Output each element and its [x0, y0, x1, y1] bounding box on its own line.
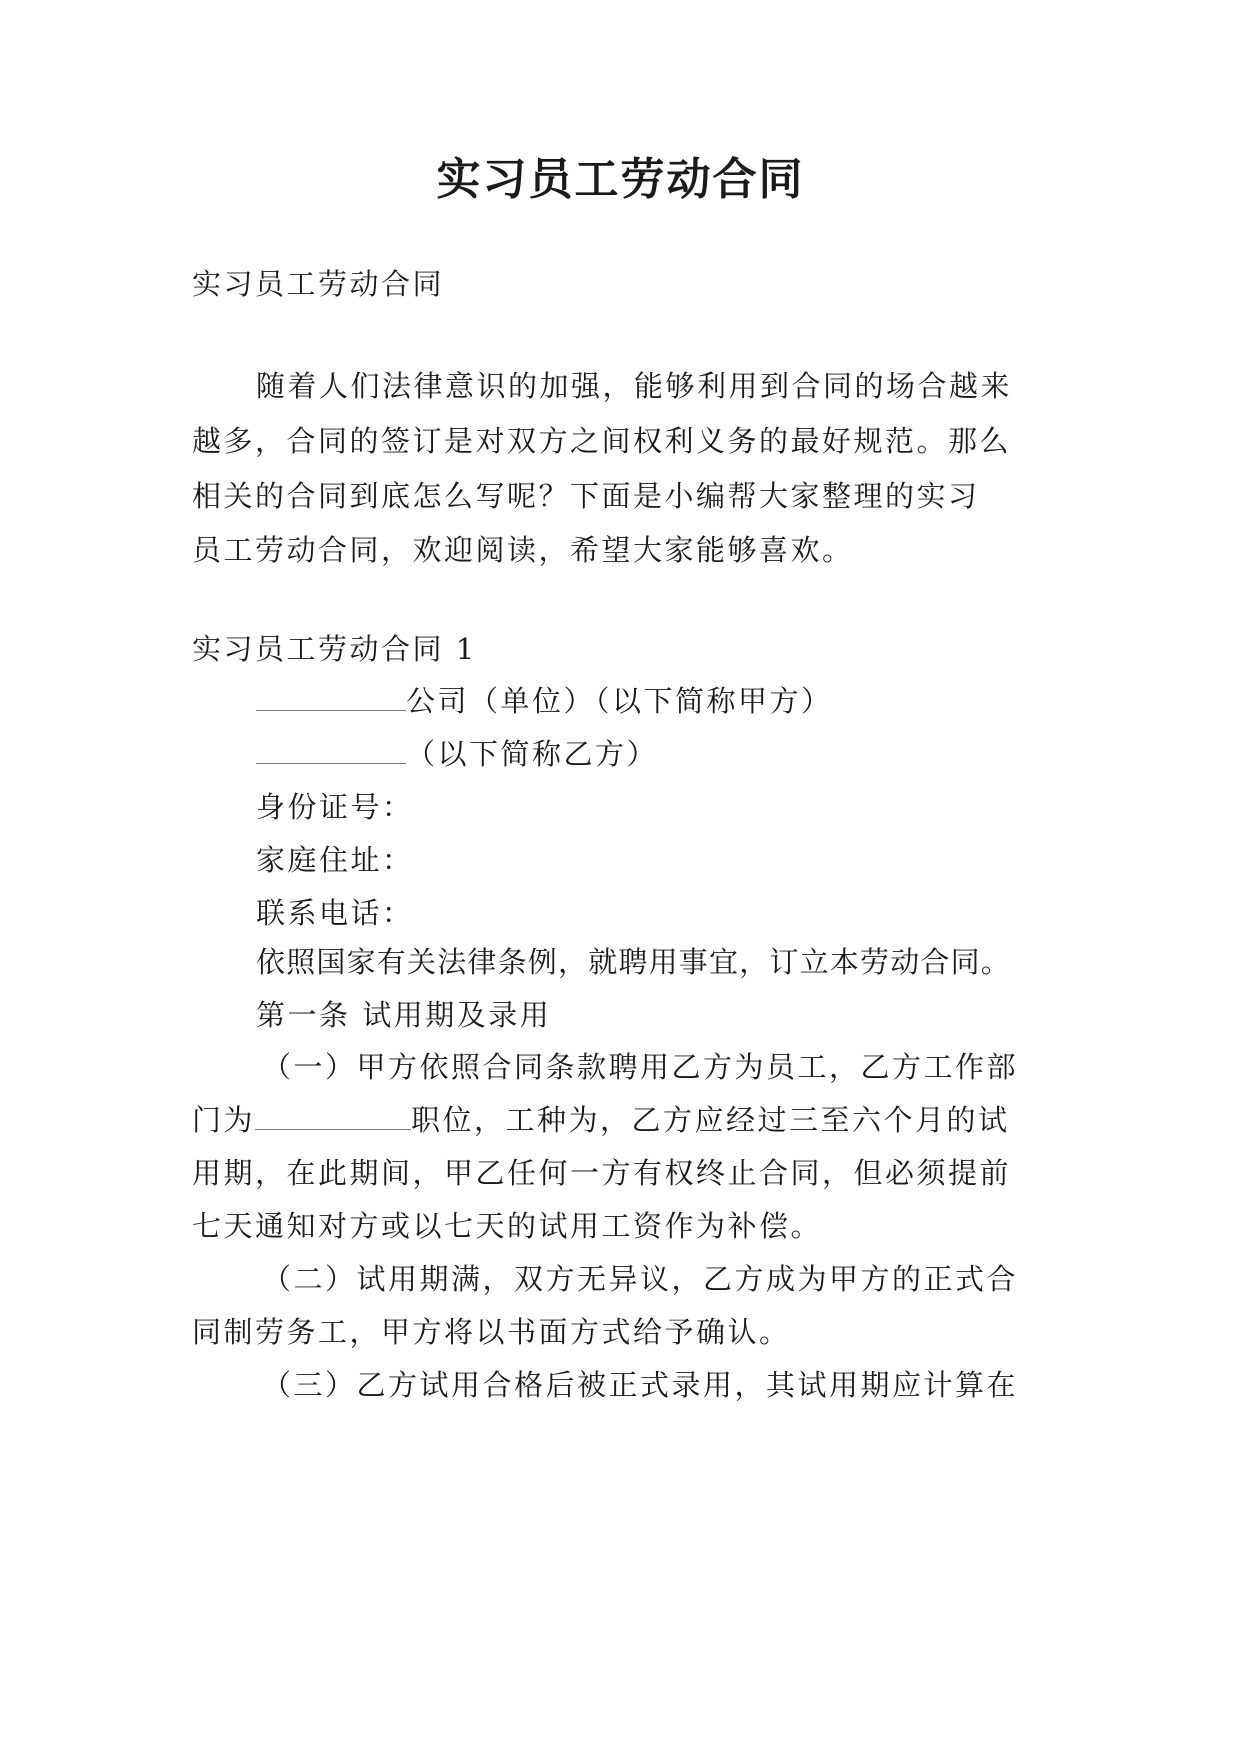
- legal-basis: 依照国家有关法律条例，就聘用事宜，订立本劳动合同。: [256, 945, 1012, 979]
- phone-label: 联系电话：: [256, 896, 414, 930]
- clause-text: 职位，工种为，乙方应经过三至六个月的试: [411, 1103, 1010, 1137]
- clause-line: （三）乙方试用合格后被正式录用，其试用期应计算在: [262, 1368, 1019, 1402]
- document-subtitle: 实习员工劳动合同: [192, 267, 445, 301]
- party-b-blank: [256, 735, 406, 764]
- clause-text: 门为: [192, 1103, 256, 1137]
- id-number-label: 身份证号：: [256, 790, 414, 824]
- section-heading: 实习员工劳动合同 1: [192, 632, 477, 666]
- position-blank: [255, 1101, 411, 1130]
- party-a-blank: [256, 682, 406, 711]
- clause-line: 同制劳务工，甲方将以书面方式给予确认。: [192, 1315, 791, 1349]
- clause-line: （一）甲方依照合同条款聘用乙方为员工，乙方工作部: [262, 1050, 1019, 1084]
- party-a-line: [256, 681, 1062, 721]
- party-b-text: （以下简称乙方）: [406, 737, 659, 771]
- article-1-heading: 第一条 试用期及录用: [256, 998, 552, 1032]
- party-b-line: [256, 734, 1062, 774]
- clause-line: 用期，在此期间，甲乙任何一方有权终止合同，但必须提前: [192, 1156, 1012, 1190]
- document-title: 实习员工劳动合同: [436, 154, 805, 205]
- clause-line: [192, 1100, 1062, 1140]
- intro-line: 相关的合同到底怎么写呢？下面是小编帮大家整理的实习: [192, 479, 980, 513]
- clause-line: （二）试用期满，双方无异议，乙方成为甲方的正式合: [262, 1262, 1019, 1296]
- intro-line: 随着人们法律意识的加强，能够利用到合同的场合越来: [256, 369, 1013, 403]
- home-address-label: 家庭住址：: [256, 843, 414, 877]
- clause-line: 七天通知对方或以七天的试用工资作为补偿。: [192, 1209, 823, 1243]
- intro-line: 员工劳动合同，欢迎阅读，希望大家能够喜欢。: [192, 533, 854, 567]
- intro-line: 越多，合同的签订是对双方之间权利义务的最好规范。那么: [192, 424, 1012, 458]
- party-a-text: 公司（单位）（以下简称甲方）: [406, 684, 833, 718]
